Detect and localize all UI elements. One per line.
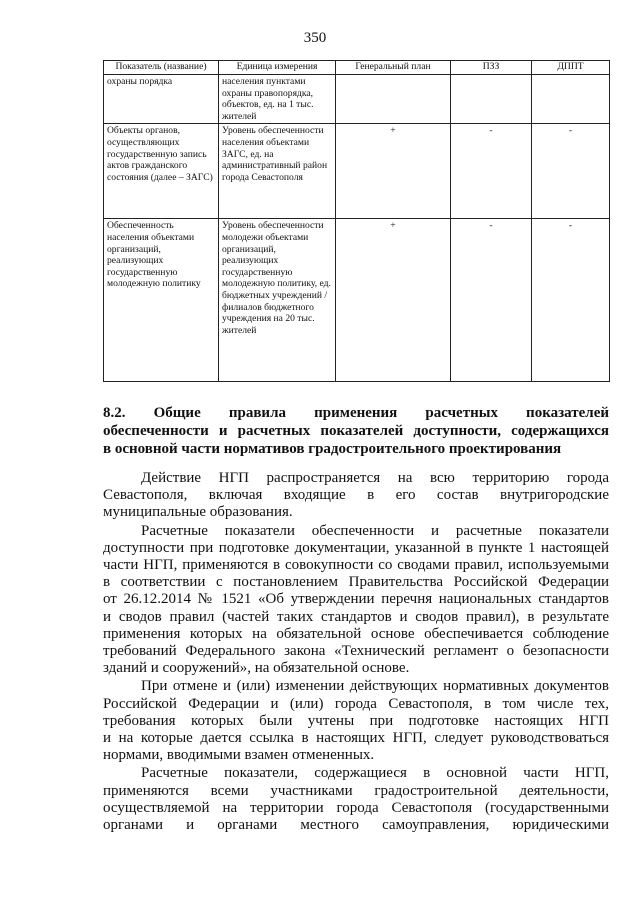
text-line: требования которых были учтены при подготовке настоящих НГП <box>103 712 609 729</box>
text-line: применения которых на обязательной основе обеспечивается соблюдение <box>103 625 609 642</box>
table-row <box>104 75 610 124</box>
cell-unit: Уровень обеспеченности молодежи объектами организаций, реализующих государственную молодежную политику, ед. бюджетных учреждений / филиалов бюджетного учреждения на 20 тыс. жителей <box>219 219 336 382</box>
indicator-table <box>103 60 610 382</box>
text-line: и сводов правил (частей таких стандартов и сводов правил), в результате <box>103 608 609 625</box>
text-line: Расчетные показатели обеспеченности и расчетные показатели <box>141 522 609 539</box>
header-unit: Единица измерения <box>219 61 336 75</box>
text-line: в соответствии с постановлением Правительства Российской Федерации <box>103 574 609 591</box>
text-line: Расчетные показатели, содержащиеся в основной части НГП, <box>141 765 609 782</box>
table-row <box>104 219 610 382</box>
text-line: части НГП, применяются в совокупности со сводами правил, используемыми <box>103 557 609 574</box>
cell-dppt <box>532 75 610 124</box>
header-indicator: Показатель (название) <box>104 61 219 75</box>
text-line: зданий и сооружений», на обязательной основе. <box>103 660 410 677</box>
text-line: от 26.12.2014 № 1521 «Об утверждении перечня национальных стандартов <box>103 591 609 608</box>
cell-pzz: - <box>451 124 532 219</box>
cell-indicator: Обеспеченность населения объектами организаций, реализующих государственную молодежную политику <box>104 219 219 382</box>
cell-indicator: охраны порядка <box>104 75 219 124</box>
text-line: Действие НГП распространяется на всю территорию города <box>141 470 609 486</box>
heading-line: в основной части нормативов градостроительного проектирования <box>103 441 562 457</box>
body-text <box>103 470 609 835</box>
heading-line: обеспеченности и расчетных показателей доступности, содержащихся <box>103 423 609 439</box>
cell-pzz: - <box>451 219 532 382</box>
heading-line: 8.2. Общие правила применения расчетных показателей <box>103 405 609 421</box>
text-line: Севастополя, включая входящие в его состав внутригородские <box>103 487 609 504</box>
text-line: доступности при подготовке документации, указанной в пункте 1 настоящей <box>103 539 609 556</box>
table-row <box>104 124 610 219</box>
paragraph <box>103 765 609 834</box>
cell-general-plan: + <box>336 124 451 219</box>
text-line: осуществляемой на территории города Севастополя (государственными <box>103 799 609 816</box>
text-line: применяются всеми участниками градостроительной деятельности, <box>103 782 609 799</box>
text-line: Российской Федерации и (или) города Севастополя, в том числе тех, <box>103 695 609 712</box>
text-line: органами и органами местного самоуправления, юридическими <box>103 817 609 834</box>
text-line: нормами, вводимыми взамен отмененных. <box>103 747 375 764</box>
paragraph <box>103 470 609 522</box>
text-line: При отмене и (или) изменении действующих нормативных документов <box>141 678 609 695</box>
cell-unit: Уровень обеспеченности населения объектами ЗАГС, ед. на административный район города Севастополя <box>219 124 336 219</box>
cell-dppt: - <box>532 219 610 382</box>
cell-general-plan <box>336 75 451 124</box>
cell-dppt: - <box>532 124 610 219</box>
cell-indicator: Объекты органов, осуществляющих государственную запись актов гражданского состояния (далее – ЗАГС) <box>104 124 219 219</box>
text-line: и на которые дается ссылка в настоящих НГП, следует руководствоваться <box>103 730 609 747</box>
paragraph <box>103 523 609 678</box>
section-heading <box>103 404 609 458</box>
text-line: муниципальные образования. <box>103 504 293 521</box>
page-number: 350 <box>303 30 327 46</box>
text-line: требований Федерального закона «Технический регламент о безопасности <box>103 643 609 660</box>
header-dppt: ДППТ <box>532 61 610 75</box>
header-general-plan: Генеральный план <box>336 61 451 75</box>
paragraph <box>103 678 609 764</box>
table-header-row <box>104 61 610 75</box>
cell-general-plan: + <box>336 219 451 382</box>
header-pzz: ПЗЗ <box>451 61 532 75</box>
cell-unit: населения пунктами охраны правопорядка, объектов, ед. на 1 тыс. жителей <box>219 75 336 124</box>
cell-pzz <box>451 75 532 124</box>
